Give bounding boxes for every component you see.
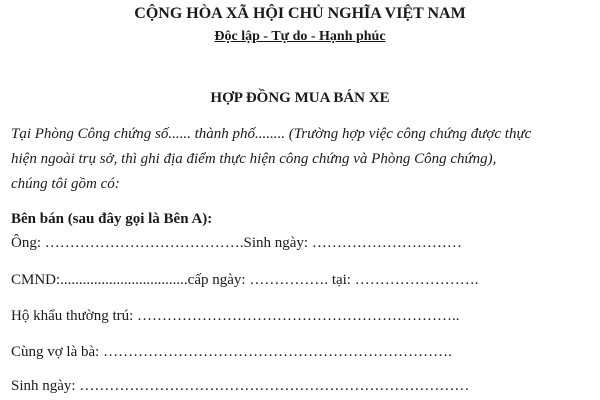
- field-sinh-ngay: Sinh ngày: ……………………………………………………………………: [11, 378, 470, 394]
- intro-line-1: Tại Phòng Công chứng số...... thành phố........ (Trường hợp việc công chứng được thực: [11, 126, 532, 142]
- seller-heading: Bên bán (sau đây gọi là Bên A):: [11, 211, 213, 227]
- intro-line-3: chúng tôi gồm có:: [11, 176, 120, 192]
- national-motto: Độc lập - Tự do - Hạnh phúc: [214, 29, 386, 44]
- contract-title: HỢP ĐỒNG MUA BÁN XE: [210, 90, 390, 106]
- field-ho-khau: Hộ khẩu thường trú: ………………………………………………………..: [11, 308, 460, 324]
- field-cmnd: CMND:..................................cấp ngày: ……………. tại: …………………….: [11, 272, 479, 288]
- field-ong: Ông: ………………………………….Sinh ngày: …………………………: [11, 235, 462, 251]
- field-cung-vo: Cùng vợ là bà: …………………………………………………………….: [11, 344, 452, 360]
- national-title: CỘNG HÒA XÃ HỘI CHỦ NGHĨA VIỆT NAM: [134, 5, 466, 22]
- intro-line-2: hiện ngoài trụ sở, thì ghi địa điểm thực hiện công chứng và Phòng Công chứng),: [11, 151, 497, 167]
